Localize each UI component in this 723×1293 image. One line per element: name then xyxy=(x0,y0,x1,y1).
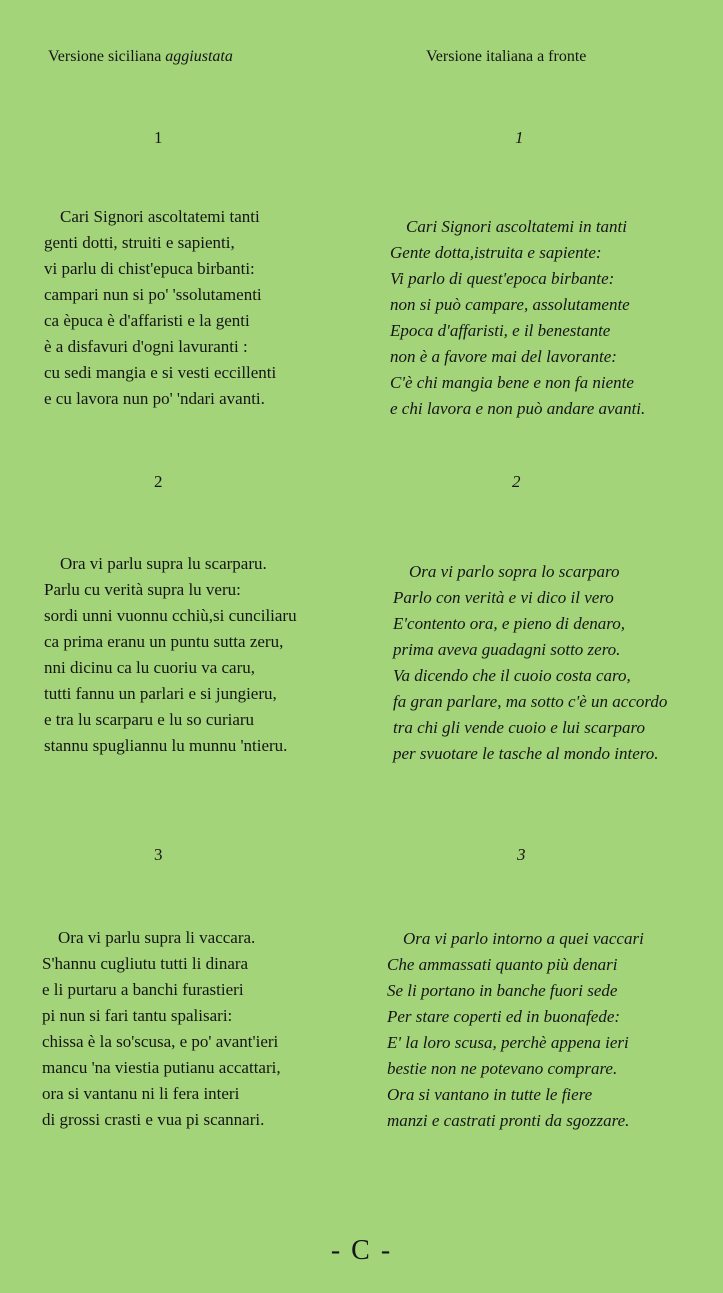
verse-line: di grossi crasti e vua pi scannari. xyxy=(42,1110,265,1129)
verse-line: Che ammassati quanto più denari xyxy=(387,955,618,974)
verse-line: E' la loro scusa, perchè appena ieri xyxy=(387,1033,629,1052)
verse-line: Ora vi parlu supra lu scarparu. xyxy=(60,554,267,573)
verse-line: Ora vi parlu supra li vaccara. xyxy=(58,928,256,947)
header-right: Versione italiana a fronte xyxy=(426,48,587,65)
verse-line: per svuotare le tasche al mondo intero. xyxy=(393,744,659,763)
sicilian-stanza-3 xyxy=(42,925,281,1133)
verse-line: e tra lu scarparu e lu so curiaru xyxy=(44,710,255,729)
verse-line: cu sedi mangia e si vesti eccillenti xyxy=(44,363,277,382)
verse-line: e cu lavora nun po' 'ndari avanti. xyxy=(44,389,265,408)
verse-line: vi parlu di chist'epuca birbanti: xyxy=(44,259,255,278)
verse-line: Cari Signori ascoltatemi tanti xyxy=(60,207,260,226)
verse-line: è a disfavuri d'ogni lavuranti : xyxy=(44,337,248,356)
verse-line: tutti fannu un parlari e si jungieru, xyxy=(44,684,277,703)
verse-line: nni dicinu ca lu cuoriu va caru, xyxy=(44,658,256,677)
italian-stanza-3 xyxy=(387,926,644,1134)
verse-line: ca prima eranu un puntu sutta zeru, xyxy=(44,632,284,651)
verse-line: genti dotti, struiti e sapienti, xyxy=(44,233,235,252)
verse-line: e chi lavora e non può andare avanti. xyxy=(390,399,646,418)
verse-line: bestie non ne potevano comprare. xyxy=(387,1059,618,1078)
verse-line: Vi parlo di quest'epoca birbante: xyxy=(390,269,615,288)
verse-line: non si può campare, assolutamente xyxy=(390,295,630,314)
section-number-right: 1 xyxy=(515,128,524,147)
sicilian-stanza-1 xyxy=(44,204,276,412)
sicilian-stanza-2 xyxy=(44,551,297,759)
verse-line: Ora vi parlo intorno a quei vaccari xyxy=(403,929,644,948)
verse-line: stannu spugliannu lu munnu 'ntieru. xyxy=(44,736,288,755)
verse-line: pi nun si fari tantu spalisari: xyxy=(42,1006,233,1025)
verse-line: prima aveva guadagni sotto zero. xyxy=(393,640,621,659)
italian-stanza-1 xyxy=(390,214,645,422)
verse-line: non è a favore mai del lavorante: xyxy=(390,347,617,366)
verse-line: ora si vantanu ni li fera interi xyxy=(42,1084,240,1103)
verse-line: Se li portano in banche fuori sede xyxy=(387,981,618,1000)
verse-line: Ora si vantano in tutte le fiere xyxy=(387,1085,593,1104)
verse-line: Parlo con verità e vi dico il vero xyxy=(393,588,614,607)
verse-line: fa gran parlare, ma sotto c'è un accordo xyxy=(393,692,668,711)
section-number-left: 2 xyxy=(154,472,163,491)
section-number-left: 1 xyxy=(154,128,163,147)
verse-line: Cari Signori ascoltatemi in tanti xyxy=(406,217,628,236)
verse-line: Parlu cu verità supra lu veru: xyxy=(44,580,241,599)
verse-line: Epoca d'affaristi, e il benestante xyxy=(390,321,611,340)
verse-line: tra chi gli vende cuoio e lui scarparo xyxy=(393,718,645,737)
verse-line: Per stare coperti ed in buonafede: xyxy=(387,1007,621,1026)
italian-stanza-2 xyxy=(393,559,667,767)
verse-line: e li purtaru a banchi furastieri xyxy=(42,980,244,999)
header-left xyxy=(48,48,233,66)
header-left-italic: aggiustata xyxy=(165,48,233,65)
verse-line: mancu 'na viestia putianu accattari, xyxy=(42,1058,281,1077)
verse-line: Gente dotta,istruita e sapiente: xyxy=(390,243,602,262)
verse-line: S'hannu cugliutu tutti li dinara xyxy=(42,954,249,973)
verse-line: E'contento ora, e pieno di denaro, xyxy=(393,614,625,633)
verse-line: campari nun si po' 'ssolutamenti xyxy=(44,285,262,304)
verse-line: ca èpuca è d'affaristi e la genti xyxy=(44,311,250,330)
section-number-left: 3 xyxy=(154,845,163,864)
page-number: - C - xyxy=(330,1235,393,1266)
verse-line: Ora vi parlo sopra lo scarparo xyxy=(409,562,620,581)
verse-line: Va dicendo che il cuoio costa caro, xyxy=(393,666,631,685)
verse-line: C'è chi mangia bene e non fa niente xyxy=(390,373,634,392)
section-number-right: 3 xyxy=(517,845,526,864)
verse-line: sordi unni vuonnu cchiù,si cunciliaru xyxy=(44,606,297,625)
verse-line: manzi e castrati pronti da sgozzare. xyxy=(387,1111,630,1130)
verse-line: chissa è la so'scusa, e po' avant'ieri xyxy=(42,1032,279,1051)
header-left-title: Versione siciliana xyxy=(48,48,162,65)
section-number-right: 2 xyxy=(512,472,521,491)
